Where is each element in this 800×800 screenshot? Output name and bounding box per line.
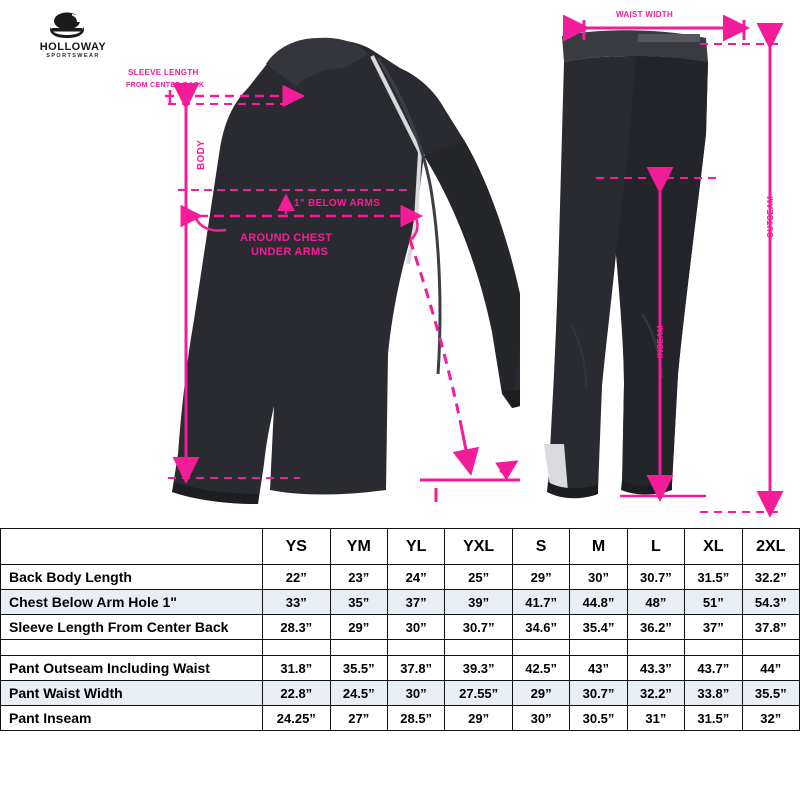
measurement-cell: 30” — [387, 615, 444, 640]
row-label: Pant Waist Width — [1, 681, 263, 706]
row-label: Back Body Length — [1, 565, 263, 590]
measurement-cell: 22.8” — [263, 681, 331, 706]
brand-logo — [18, 10, 128, 72]
outseam-label: OUTSEAM — [766, 195, 775, 238]
measurement-cell: 30.7” — [570, 681, 627, 706]
measurement-cell: 31.5” — [685, 565, 742, 590]
measurement-cell: 37.8” — [387, 656, 444, 681]
measurement-cell: 44.8” — [570, 590, 627, 615]
measurement-cell: 27” — [330, 706, 387, 731]
table-row — [1, 615, 800, 640]
sleeve-length-sub-label: FROM CENTER BACK — [126, 82, 205, 89]
waist-width-label: WAIST WIDTH — [616, 10, 674, 19]
column-header-S: S — [512, 529, 569, 565]
measurement-cell: 23” — [330, 565, 387, 590]
measurement-cell: 31.8” — [263, 656, 331, 681]
brand-tagline: SPORTSWEAR — [46, 52, 100, 59]
measurement-cell: 30” — [570, 565, 627, 590]
row-label: Sleeve Length From Center Back — [1, 615, 263, 640]
measurement-cell: 33” — [263, 590, 331, 615]
measurement-cell — [627, 640, 684, 656]
measurement-cell: 29” — [512, 681, 569, 706]
measurement-cell: 32.2” — [627, 681, 684, 706]
table-row — [1, 706, 800, 731]
measurement-cell: 44” — [742, 656, 800, 681]
measurement-cell: 24.25” — [263, 706, 331, 731]
brand-name: HOLLOWAY — [39, 41, 107, 53]
body-length-label: BODY — [196, 139, 207, 170]
measurement-cell: 24.5” — [330, 681, 387, 706]
around-chest-label: AROUND CHEST — [240, 232, 333, 244]
measurement-cell: 37” — [387, 590, 444, 615]
measurement-cell: 43” — [570, 656, 627, 681]
measurement-cell: 32” — [742, 706, 800, 731]
measurement-cell: 35.5” — [330, 656, 387, 681]
measurement-cell: 43.3” — [627, 656, 684, 681]
row-label: Pant Outseam Including Waist — [1, 656, 263, 681]
measurement-cell: 27.55” — [445, 681, 513, 706]
measurement-cell: 24” — [387, 565, 444, 590]
measurement-cell — [685, 640, 742, 656]
measurement-cell: 29” — [512, 565, 569, 590]
measurement-cell: 33.8” — [685, 681, 742, 706]
measurement-cell: 30.5” — [570, 706, 627, 731]
measurement-cell: 30.7” — [627, 565, 684, 590]
table-row — [1, 656, 800, 681]
measurement-cell: 30” — [512, 706, 569, 731]
measurement-cell: 30.7” — [445, 615, 513, 640]
jacket-illustration — [120, 24, 520, 519]
sleeve-length-label: SLEEVE LENGTH — [128, 68, 199, 77]
column-header-M: M — [570, 529, 627, 565]
table-header-row — [1, 529, 800, 565]
column-header-L: L — [627, 529, 684, 565]
measurement-cell: 34.6” — [512, 615, 569, 640]
measurement-cell: 31” — [627, 706, 684, 731]
table-row — [1, 590, 800, 615]
column-header-YL: YL — [387, 529, 444, 565]
table-corner-cell — [1, 529, 263, 565]
column-header-YXL: YXL — [445, 529, 513, 565]
pants-illustration — [520, 14, 750, 519]
measurement-cell: 39” — [445, 590, 513, 615]
under-arms-label: UNDER ARMS — [251, 246, 329, 258]
measurement-cell — [330, 640, 387, 656]
inseam-label: INSEAM — [656, 325, 665, 358]
measurement-cell: 36.2” — [627, 615, 684, 640]
measurement-cell — [512, 640, 569, 656]
table-spacer-row — [1, 640, 800, 656]
measurement-cell: 35.4” — [570, 615, 627, 640]
column-header-2XL: 2XL — [742, 529, 800, 565]
row-label — [1, 640, 263, 656]
column-header-YS: YS — [263, 529, 331, 565]
measurement-cell: 28.5” — [387, 706, 444, 731]
measurement-cell: 30” — [387, 681, 444, 706]
row-label: Pant Inseam — [1, 706, 263, 731]
measurement-cell: 25” — [445, 565, 513, 590]
measurement-cell — [445, 640, 513, 656]
measurement-cell — [387, 640, 444, 656]
measurement-cell: 51” — [685, 590, 742, 615]
measurement-cell: 29” — [330, 615, 387, 640]
measurement-cell: 28.3” — [263, 615, 331, 640]
column-header-XL: XL — [685, 529, 742, 565]
measurement-cell — [263, 640, 331, 656]
measurement-cell: 39.3” — [445, 656, 513, 681]
chest-one-inch-label: 1" BELOW ARMS — [294, 198, 381, 209]
table-row — [1, 681, 800, 706]
measurement-cell: 41.7” — [512, 590, 569, 615]
measurement-cell: 32.2” — [742, 565, 800, 590]
measurement-cell: 35.5” — [742, 681, 800, 706]
measurement-cell: 29” — [445, 706, 513, 731]
measurement-cell: 35” — [330, 590, 387, 615]
measurement-cell: 43.7” — [685, 656, 742, 681]
row-label: Chest Below Arm Hole 1" — [1, 590, 263, 615]
brand-name-wrap — [18, 42, 128, 59]
measurement-cell: 37.8” — [742, 615, 800, 640]
helmet-icon — [46, 10, 88, 40]
table-row — [1, 565, 800, 590]
measurement-cell: 54.3” — [742, 590, 800, 615]
size-chart-table — [0, 528, 800, 731]
measurement-cell: 48” — [627, 590, 684, 615]
measurement-cell: 22” — [263, 565, 331, 590]
measurement-cell — [570, 640, 627, 656]
measurement-cell: 42.5” — [512, 656, 569, 681]
measurement-cell — [742, 640, 800, 656]
measurement-cell: 31.5” — [685, 706, 742, 731]
measurement-cell: 37” — [685, 615, 742, 640]
column-header-YM: YM — [330, 529, 387, 565]
